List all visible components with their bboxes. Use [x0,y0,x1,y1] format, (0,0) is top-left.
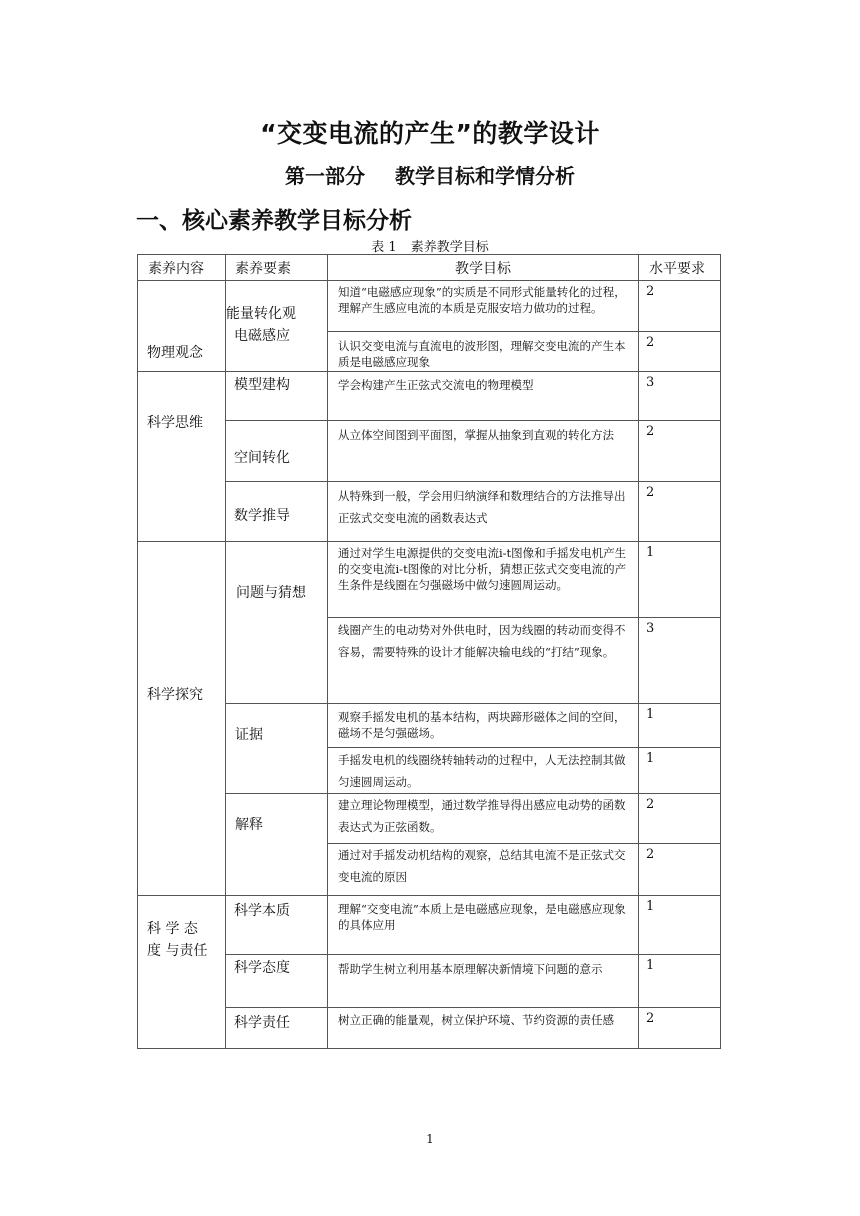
header-category: 素养内容 [138,255,226,281]
part-label: 第一部分 [285,164,365,188]
table-row [138,896,721,955]
table-row [138,281,721,332]
goal-cell: 认识交变电流与直流电的波形图，理解交变电流的产生本质是电磁感应现象 [328,332,639,372]
table-row [138,955,721,1008]
goal-cell: 建立理论物理模型，通过数学推导得出感应电动势的函数表达式为正弦函数。 [328,794,639,844]
level-cell: 2 [639,794,721,844]
element-attitude: 科学态度 [226,955,328,1008]
table-row [138,794,721,844]
goal-cell: 理解“交变电流”本质上是电磁感应现象，是电磁感应现象的具体应用 [328,896,639,955]
table-row [138,482,721,542]
level-cell: 1 [639,955,721,1008]
element-space: 空间转化 [226,421,328,482]
element-energy-line2: 电磁感应 [234,328,290,344]
header-goal: 教学目标 [328,255,639,281]
element-math: 数学推导 [226,482,328,542]
category-thinking: 科学思维 [138,372,226,542]
element-explain: 解释 [226,794,328,896]
table-row [138,1008,721,1049]
category-physics: 物理观念 [138,281,226,372]
element-model: 模型建构 [226,372,328,421]
level-cell: 2 [639,844,721,896]
category-inquiry: 科学探究 [138,542,226,896]
document-title: “交变电流的产生”的教学设计 [260,119,600,148]
level-cell: 1 [639,896,721,955]
table-row [138,704,721,748]
goal-cell: 从立体空间图到平面图，掌握从抽象到直观的转化方法 [328,421,639,482]
level-cell: 2 [639,1008,721,1049]
level-cell: 1 [639,748,721,794]
element-evidence: 证据 [226,704,328,794]
goal-cell: 通过对手摇发动机结构的观察，总结其电流不是正弦式交变电流的原因 [328,844,639,896]
table-header-row [138,255,721,281]
category-attitude-line2: 度 与责任 [147,943,208,959]
goal-cell: 帮助学生树立利用基本原理解决新情境下问题的意示 [328,955,639,1008]
level-cell: 2 [639,332,721,372]
element-duty: 科学责任 [226,1008,328,1049]
part-title [0,160,860,189]
element-nature: 科学本质 [226,896,328,955]
section-heading: 一、核心素养教学目标分析 [136,208,412,234]
goal-cell: 知道“电磁感应现象”的实质是不同形式能量转化的过程，理解产生感应电流的本质是克服安培力做功的过程。 [328,281,639,332]
header-element: 素养要素 [226,255,328,281]
category-attitude [138,896,226,1049]
table-caption [0,236,860,255]
goal-cell: 学会构建产生正弦式交流电的物理模型 [328,372,639,421]
level-cell: 3 [639,372,721,421]
part-name: 教学目标和学情分析 [395,164,575,188]
level-cell: 2 [639,281,721,332]
level-cell: 2 [639,482,721,542]
goal-cell: 树立正确的能量观，树立保护环境、节约资源的责任感 [328,1008,639,1049]
goal-cell: 从特殊到一般，学会用归纳演绎和数理结合的方法推导出正弦式交变电流的函数表达式 [328,482,639,542]
level-cell: 1 [639,542,721,618]
element-question: 问题与猜想 [226,542,328,704]
element-energy-line1: 能量转化观 [226,306,296,322]
header-level: 水平要求 [639,255,721,281]
element-energy [226,281,328,372]
page-number: 1 [426,1132,434,1146]
table-number: 表 1 [371,240,397,255]
literacy-goals-table [137,254,721,1049]
goal-cell: 线圈产生的电动势对外供电时，因为线圈的转动而变得不容易，需要特殊的设计才能解决输电线的“打结”现象。 [328,618,639,704]
goal-cell: 通过对学生电源提供的交变电流i-t图像和手摇发电机产生的交变电流i-t图像的对比分析，猜想正弦式交变电流的产生条件是线圈在匀强磁场中做匀速圆周运动。 [328,542,639,618]
table-caption-text: 素养教学目标 [410,240,489,255]
level-cell: 2 [639,421,721,482]
table-row [138,372,721,421]
category-attitude-line1: 科 学 态 [147,921,198,937]
level-cell: 3 [639,618,721,704]
level-cell: 1 [639,704,721,748]
goal-cell: 手摇发电机的线圈绕转轴转动的过程中，人无法控制其做匀速圆周运动。 [328,748,639,794]
table-row [138,542,721,618]
goal-cell: 观察手摇发电机的基本结构，两块蹄形磁体之间的空间，磁场不是匀强磁场。 [328,704,639,748]
table-row [138,421,721,482]
